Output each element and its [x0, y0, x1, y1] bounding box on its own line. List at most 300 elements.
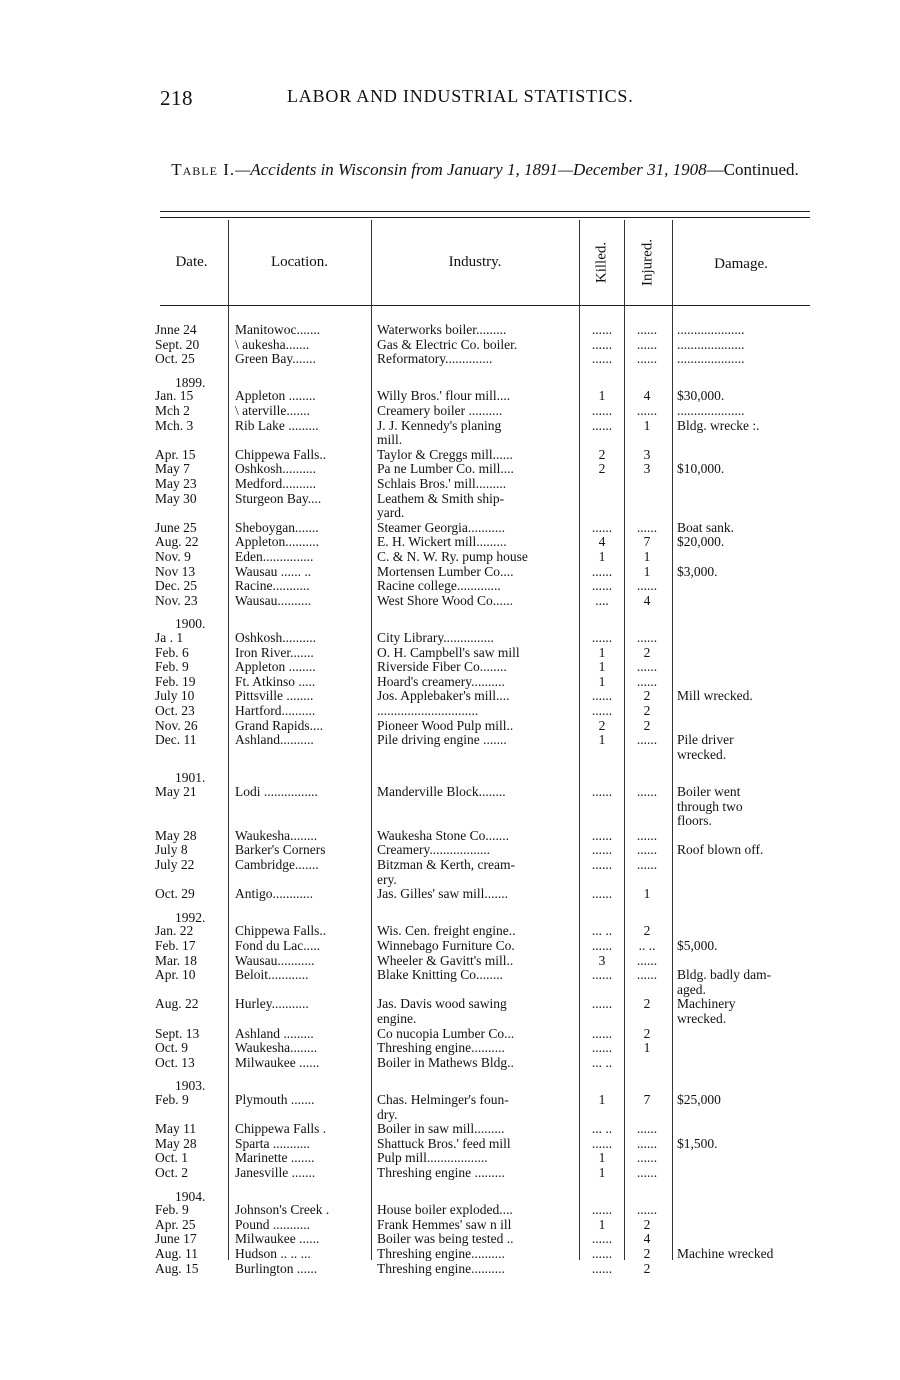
row-injured: ......: [636, 1136, 658, 1151]
row-industry: Threshing engine..........: [377, 1041, 505, 1056]
table-row: [155, 675, 810, 689]
table-row: [155, 1137, 810, 1151]
row-injured: ......: [636, 674, 658, 689]
table-row: [155, 829, 810, 843]
row-industry: Pioneer Wood Pulp mill..: [377, 718, 514, 733]
row-location: Appleton ........: [235, 389, 316, 404]
row-industry: Taylor & Creggs mill......: [377, 447, 513, 462]
row-killed: 1: [598, 645, 606, 660]
row-killed: ... ..: [591, 924, 613, 939]
row-injured: ......: [636, 785, 658, 799]
table-row: [155, 954, 810, 968]
row-injured: ......: [636, 733, 658, 748]
row-date: Nov. 26: [155, 718, 198, 733]
row-date: Jan. 22: [155, 924, 194, 939]
row-injured: 2: [643, 704, 651, 718]
row-damage: Bldg. badly dam-: [677, 968, 772, 983]
row-injured: ......: [636, 631, 658, 645]
row-date: Oct. 1: [155, 1151, 188, 1166]
row-location: Wausau ...... ..: [235, 564, 312, 579]
row-industry: Leathem & Smith ship-: [377, 491, 505, 506]
row-damage: $1,500.: [677, 1136, 718, 1151]
accidents-table: [155, 208, 810, 1276]
row-industry: Boiler in saw mill.........: [377, 1122, 505, 1137]
row-killed: ....: [595, 593, 609, 608]
header-injured: Injured.: [639, 238, 656, 287]
row-killed: ......: [591, 828, 613, 843]
row-date: Nov 13: [155, 564, 196, 579]
row-injured: 4: [643, 389, 651, 404]
table-row: [155, 748, 810, 762]
row-industry: Bitzman & Kerth, cream-: [377, 858, 515, 872]
table-title-dash: —: [235, 160, 251, 179]
row-industry: House boiler exploded....: [377, 1203, 513, 1218]
row-industry: Blake Knitting Co........: [377, 968, 503, 983]
row-date: Sept. 13: [155, 1026, 200, 1041]
row-location: Rib Lake .........: [235, 418, 319, 433]
table-label: Table I.: [171, 160, 236, 179]
row-date: Sept. 20: [155, 337, 200, 352]
row-industry: Manderville Block........: [377, 785, 506, 799]
row-damage: Mill wrecked.: [677, 689, 753, 704]
row-industry: Chas. Helminger's foun-: [377, 1093, 509, 1107]
row-location: Green Bay.......: [235, 352, 316, 367]
row-industry: Wis. Cen. freight engine..: [377, 924, 516, 939]
row-killed: ......: [591, 404, 613, 418]
table-row: [155, 419, 810, 433]
table-title: Accidents in Wisconsin from January 1, 1891—December 31, 1908: [250, 160, 707, 179]
row-location: Janesville .......: [235, 1166, 316, 1180]
row-damage: Machinery: [677, 997, 736, 1012]
row-injured: 2: [643, 924, 651, 939]
table-row: [155, 404, 810, 418]
row-date: Jnne 24: [155, 323, 197, 337]
row-damage: $10,000.: [677, 462, 725, 477]
row-date: Feb. 9: [155, 660, 189, 675]
year-heading: 1903.: [175, 1078, 206, 1094]
row-date: May 7: [155, 462, 190, 477]
row-injured: 1: [643, 887, 651, 902]
row-date: Feb. 9: [155, 1093, 189, 1107]
row-location: Ashland..........: [235, 733, 314, 748]
row-damage: $30,000.: [677, 389, 725, 404]
row-killed: 1: [598, 389, 606, 404]
row-location: Hurley...........: [235, 997, 309, 1012]
row-killed: ......: [591, 858, 613, 872]
row-killed: ......: [591, 352, 613, 367]
row-location: Barker's Corners: [235, 843, 326, 858]
row-industry: C. & N. W. Ry. pump house: [377, 550, 528, 564]
row-date: Nov. 9: [155, 550, 191, 564]
row-location: Sturgeon Bay....: [235, 491, 322, 506]
row-location: Medford..........: [235, 477, 316, 491]
table-row: [155, 997, 810, 1011]
row-killed: ......: [591, 1203, 613, 1218]
row-killed: 1: [598, 1151, 606, 1166]
row-location: Wausau..........: [235, 593, 312, 608]
row-injured: 2: [643, 1026, 651, 1041]
table-row: [155, 448, 810, 462]
header-damage: Damage.: [714, 256, 768, 272]
row-industry: Racine college.............: [377, 579, 501, 594]
row-killed: ......: [591, 418, 613, 433]
row-injured: ......: [636, 337, 658, 352]
row-industry: J. J. Kennedy's planing: [377, 418, 502, 433]
row-industry: O. H. Campbell's saw mill: [377, 645, 520, 660]
row-location: Ashland .........: [235, 1026, 314, 1041]
row-industry: Jos. Applebaker's mill....: [377, 689, 510, 704]
row-industry: engine.: [377, 1012, 417, 1026]
row-date: Aug. 15: [155, 1261, 199, 1276]
table-row: [155, 983, 810, 997]
table-row: [155, 800, 810, 814]
row-location: Wausau...........: [235, 953, 315, 968]
row-killed: ......: [591, 689, 613, 704]
row-injured: 2: [643, 997, 651, 1012]
row-damage: floors.: [677, 814, 712, 829]
table-row: [155, 1262, 810, 1276]
row-industry: mill.: [377, 433, 403, 448]
row-injured: ......: [636, 352, 658, 367]
row-injured: ......: [636, 828, 658, 843]
row-location: Hartford..........: [235, 704, 316, 718]
top-rule: [160, 211, 810, 212]
row-date: May 21: [155, 785, 197, 799]
row-industry: Creamery boiler ..........: [377, 404, 503, 418]
row-injured: ......: [636, 843, 658, 858]
table-row: [155, 843, 810, 857]
row-industry: Wheeler & Gavitt's mill..: [377, 953, 514, 968]
row-killed: 2: [598, 462, 606, 477]
row-location: Grand Rapids....: [235, 718, 324, 733]
year-heading: 1901.: [175, 770, 206, 786]
row-date: Dec. 11: [155, 733, 197, 748]
row-date: Feb. 6: [155, 645, 189, 660]
row-injured: ......: [636, 404, 658, 418]
row-location: Chippewa Falls .: [235, 1122, 327, 1137]
row-killed: 4: [598, 535, 606, 550]
row-damage: $3,000.: [677, 564, 718, 579]
table-row: [155, 1166, 810, 1180]
row-industry: Pulp mill..................: [377, 1151, 488, 1166]
row-location: \ aterville.......: [235, 404, 310, 418]
row-damage: wrecked.: [677, 747, 727, 762]
row-date: Ja . 1: [155, 631, 184, 645]
row-date: Feb. 17: [155, 939, 196, 953]
row-damage: ....................: [677, 352, 745, 367]
table-row: [155, 814, 810, 828]
row-location: Racine...........: [235, 579, 310, 594]
row-damage: ....................: [677, 404, 745, 418]
row-damage: Pile driver: [677, 733, 734, 748]
table-row: [155, 873, 810, 887]
row-location: Chippewa Falls..: [235, 924, 327, 939]
table-row: [155, 660, 810, 674]
table-row: [155, 704, 810, 718]
header-industry: Industry.: [448, 254, 502, 270]
row-killed: ......: [591, 337, 613, 352]
row-injured: 2: [643, 1261, 651, 1276]
row-location: Appleton..........: [235, 535, 319, 550]
row-killed: ......: [591, 1261, 613, 1276]
row-date: May 11: [155, 1122, 197, 1137]
row-injured: 1: [643, 550, 651, 564]
row-killed: ......: [591, 1247, 613, 1261]
row-industry: Waterworks boiler.........: [377, 323, 507, 337]
row-killed: ......: [591, 887, 613, 902]
row-date: Jan. 15: [155, 389, 194, 404]
row-date: July 8: [155, 843, 188, 858]
table-caption: [160, 160, 810, 180]
row-date: Mch. 3: [155, 418, 194, 433]
row-killed: ......: [591, 1136, 613, 1151]
row-date: May 23: [155, 477, 197, 491]
row-location: Plymouth .......: [235, 1093, 315, 1107]
year-heading: 1900.: [175, 616, 206, 632]
row-location: Chippewa Falls..: [235, 447, 327, 462]
row-killed: 1: [598, 1093, 606, 1107]
page-header: [0, 86, 900, 114]
row-industry: Jas. Gilles' saw mill.......: [377, 887, 509, 902]
row-killed: ......: [591, 520, 613, 535]
row-date: May 30: [155, 491, 197, 506]
row-date: Aug. 11: [155, 1247, 198, 1261]
row-industry: ..............................: [377, 704, 479, 718]
table-row: [155, 477, 810, 491]
table-row: [155, 733, 810, 747]
row-location: Waukesha........: [235, 828, 318, 843]
row-killed: 1: [598, 1217, 606, 1232]
row-industry: Boiler was being tested ..: [377, 1232, 514, 1247]
row-industry: Hoard's creamery..........: [377, 674, 505, 689]
row-date: Oct. 13: [155, 1055, 195, 1070]
row-date: Oct. 2: [155, 1166, 188, 1180]
table-row: [155, 1056, 810, 1070]
table-row: [155, 1093, 810, 1107]
row-location: Fond du Lac.....: [235, 939, 321, 953]
table-row: [155, 594, 810, 608]
table-row: [155, 462, 810, 476]
table-row: [155, 858, 810, 872]
row-date: Nov. 23: [155, 593, 198, 608]
row-location: Hudson .. .. ...: [235, 1247, 311, 1261]
row-industry: Pile driving engine .......: [377, 733, 507, 748]
row-location: Antigo............: [235, 887, 314, 902]
row-killed: 1: [598, 733, 606, 748]
row-damage: ....................: [677, 323, 745, 337]
row-killed: ......: [591, 843, 613, 858]
row-industry: dry.: [377, 1107, 398, 1122]
row-damage: $20,000.: [677, 535, 725, 550]
row-location: Beloit............: [235, 968, 309, 983]
table-title-suffix: —Continued.: [706, 160, 799, 179]
page-number: 218: [160, 86, 193, 110]
row-injured: ......: [636, 1122, 658, 1137]
row-location: Ft. Atkinso .....: [235, 674, 316, 689]
row-injured: ......: [636, 1151, 658, 1166]
table-row: [155, 939, 810, 953]
row-injured: .. ..: [638, 939, 656, 953]
row-industry: Co nucopia Lumber Co...: [377, 1026, 515, 1041]
row-injured: ......: [636, 323, 658, 337]
row-killed: 1: [598, 674, 606, 689]
table-row: [155, 1012, 810, 1026]
row-killed: ......: [591, 785, 613, 799]
table-row: [155, 579, 810, 593]
table-row: [155, 1108, 810, 1122]
row-injured: 7: [643, 535, 651, 550]
row-killed: ......: [591, 1232, 613, 1247]
row-industry: Reformatory..............: [377, 352, 493, 367]
row-killed: ......: [591, 1041, 613, 1056]
table-row: [155, 1203, 810, 1217]
row-date: Oct. 23: [155, 704, 195, 718]
row-industry: Mortensen Lumber Co....: [377, 564, 514, 579]
row-date: Aug. 22: [155, 535, 199, 550]
row-killed: ......: [591, 323, 613, 337]
table-row: [155, 323, 810, 337]
row-injured: 1: [643, 564, 651, 579]
row-industry: Creamery..................: [377, 843, 491, 858]
row-location: Iron River.......: [235, 645, 314, 660]
row-injured: ......: [636, 520, 658, 535]
row-injured: 3: [643, 462, 651, 477]
row-killed: ......: [591, 579, 613, 594]
table-row: [155, 389, 810, 403]
row-date: Oct. 29: [155, 887, 195, 902]
row-killed: ......: [591, 564, 613, 579]
row-killed: 2: [598, 447, 606, 462]
row-killed: 2: [598, 718, 606, 733]
row-damage: through two: [677, 799, 743, 814]
row-damage: $25,000: [677, 1093, 721, 1107]
row-industry: Riverside Fiber Co........: [377, 660, 507, 675]
row-date: Aug. 22: [155, 997, 199, 1012]
table-row: [155, 689, 810, 703]
top-rule-thin: [160, 217, 810, 218]
row-damage: wrecked.: [677, 1012, 727, 1026]
row-industry: Frank Hemmes' saw n ill: [377, 1217, 512, 1232]
table-row: [155, 550, 810, 564]
row-killed: ......: [591, 631, 613, 645]
row-injured: ......: [636, 953, 658, 968]
row-industry: Schlais Bros.' mill.........: [377, 477, 507, 491]
row-injured: ......: [636, 660, 658, 675]
header-location: Location.: [270, 254, 329, 270]
row-location: \ aukesha.......: [235, 337, 310, 352]
row-date: May 28: [155, 1136, 197, 1151]
row-killed: 3: [598, 953, 606, 968]
row-industry: Threshing engine .........: [377, 1166, 505, 1180]
row-date: Apr. 15: [155, 447, 196, 462]
row-injured: 2: [643, 1217, 651, 1232]
row-location: Eden...............: [235, 550, 314, 564]
row-killed: 1: [598, 660, 606, 675]
row-industry: City Library...............: [377, 631, 494, 645]
row-killed: ......: [591, 939, 613, 953]
row-date: June 17: [155, 1232, 197, 1247]
row-injured: 3: [643, 447, 651, 462]
row-location: Johnson's Creek .: [235, 1203, 330, 1218]
row-injured: 2: [643, 689, 651, 704]
row-damage: ....................: [677, 337, 745, 352]
running-head: LABOR AND INDUSTRIAL STATISTICS.: [287, 86, 634, 106]
row-date: May 28: [155, 828, 197, 843]
table-row: [155, 719, 810, 733]
row-killed: 1: [598, 550, 606, 564]
row-injured: 2: [643, 645, 651, 660]
row-industry: Shattuck Bros.' feed mill: [377, 1136, 511, 1151]
row-date: Mar. 18: [155, 953, 197, 968]
row-industry: Threshing engine..........: [377, 1247, 505, 1261]
row-location: Waukesha........: [235, 1041, 318, 1056]
row-date: Apr. 25: [155, 1217, 196, 1232]
table-row: [155, 631, 810, 645]
row-killed: ... ..: [591, 1122, 613, 1137]
row-injured: ......: [636, 1166, 658, 1180]
table-row: [155, 646, 810, 660]
row-damage: $5,000.: [677, 939, 718, 953]
table-row: [155, 785, 810, 799]
row-industry: Boiler in Mathews Bldg..: [377, 1055, 514, 1070]
row-killed: ......: [591, 1026, 613, 1041]
row-date: Dec. 25: [155, 579, 197, 594]
row-injured: 1: [643, 1041, 651, 1056]
table-row: [155, 1041, 810, 1055]
row-injured: ......: [636, 579, 658, 594]
table-row: [155, 1027, 810, 1041]
row-industry: ery.: [377, 872, 397, 887]
row-industry: yard.: [377, 506, 405, 521]
table-row: [155, 924, 810, 938]
row-injured: 2: [643, 718, 651, 733]
row-killed: ......: [591, 704, 613, 718]
row-date: Oct. 9: [155, 1041, 188, 1056]
row-location: Marinette .......: [235, 1151, 315, 1166]
row-location: Lodi ................: [235, 785, 318, 799]
row-injured: 1: [643, 418, 651, 433]
table-row: [155, 433, 810, 447]
row-injured: 4: [643, 1232, 651, 1247]
table-row: [155, 506, 810, 520]
row-injured: ......: [636, 968, 658, 983]
row-killed: 1: [598, 1166, 606, 1180]
row-location: Sparta ...........: [235, 1136, 310, 1151]
header-killed: Killed.: [593, 241, 610, 284]
row-date: July 22: [155, 858, 195, 872]
row-location: Pittsville ........: [235, 689, 314, 704]
row-industry: Winnebago Furniture Co.: [377, 939, 515, 953]
row-injured: ......: [636, 858, 658, 872]
header-date: Date.: [175, 254, 208, 270]
row-damage: Roof blown off.: [677, 843, 764, 858]
table-row: [155, 565, 810, 579]
row-date: Apr. 10: [155, 968, 196, 983]
table-row: [155, 1151, 810, 1165]
row-injured: 7: [643, 1093, 651, 1107]
row-industry: Pa ne Lumber Co. mill....: [377, 462, 514, 477]
table-row: [155, 492, 810, 506]
row-location: Milwaukee ......: [235, 1055, 320, 1070]
row-date: Oct. 25: [155, 352, 195, 367]
row-date: June 25: [155, 520, 197, 535]
row-industry: Steamer Georgia...........: [377, 520, 505, 535]
table-row: [155, 1218, 810, 1232]
row-damage: Boat sank.: [677, 520, 734, 535]
table-row: [155, 535, 810, 549]
table-row: [155, 1247, 810, 1261]
table-row: [155, 1232, 810, 1246]
